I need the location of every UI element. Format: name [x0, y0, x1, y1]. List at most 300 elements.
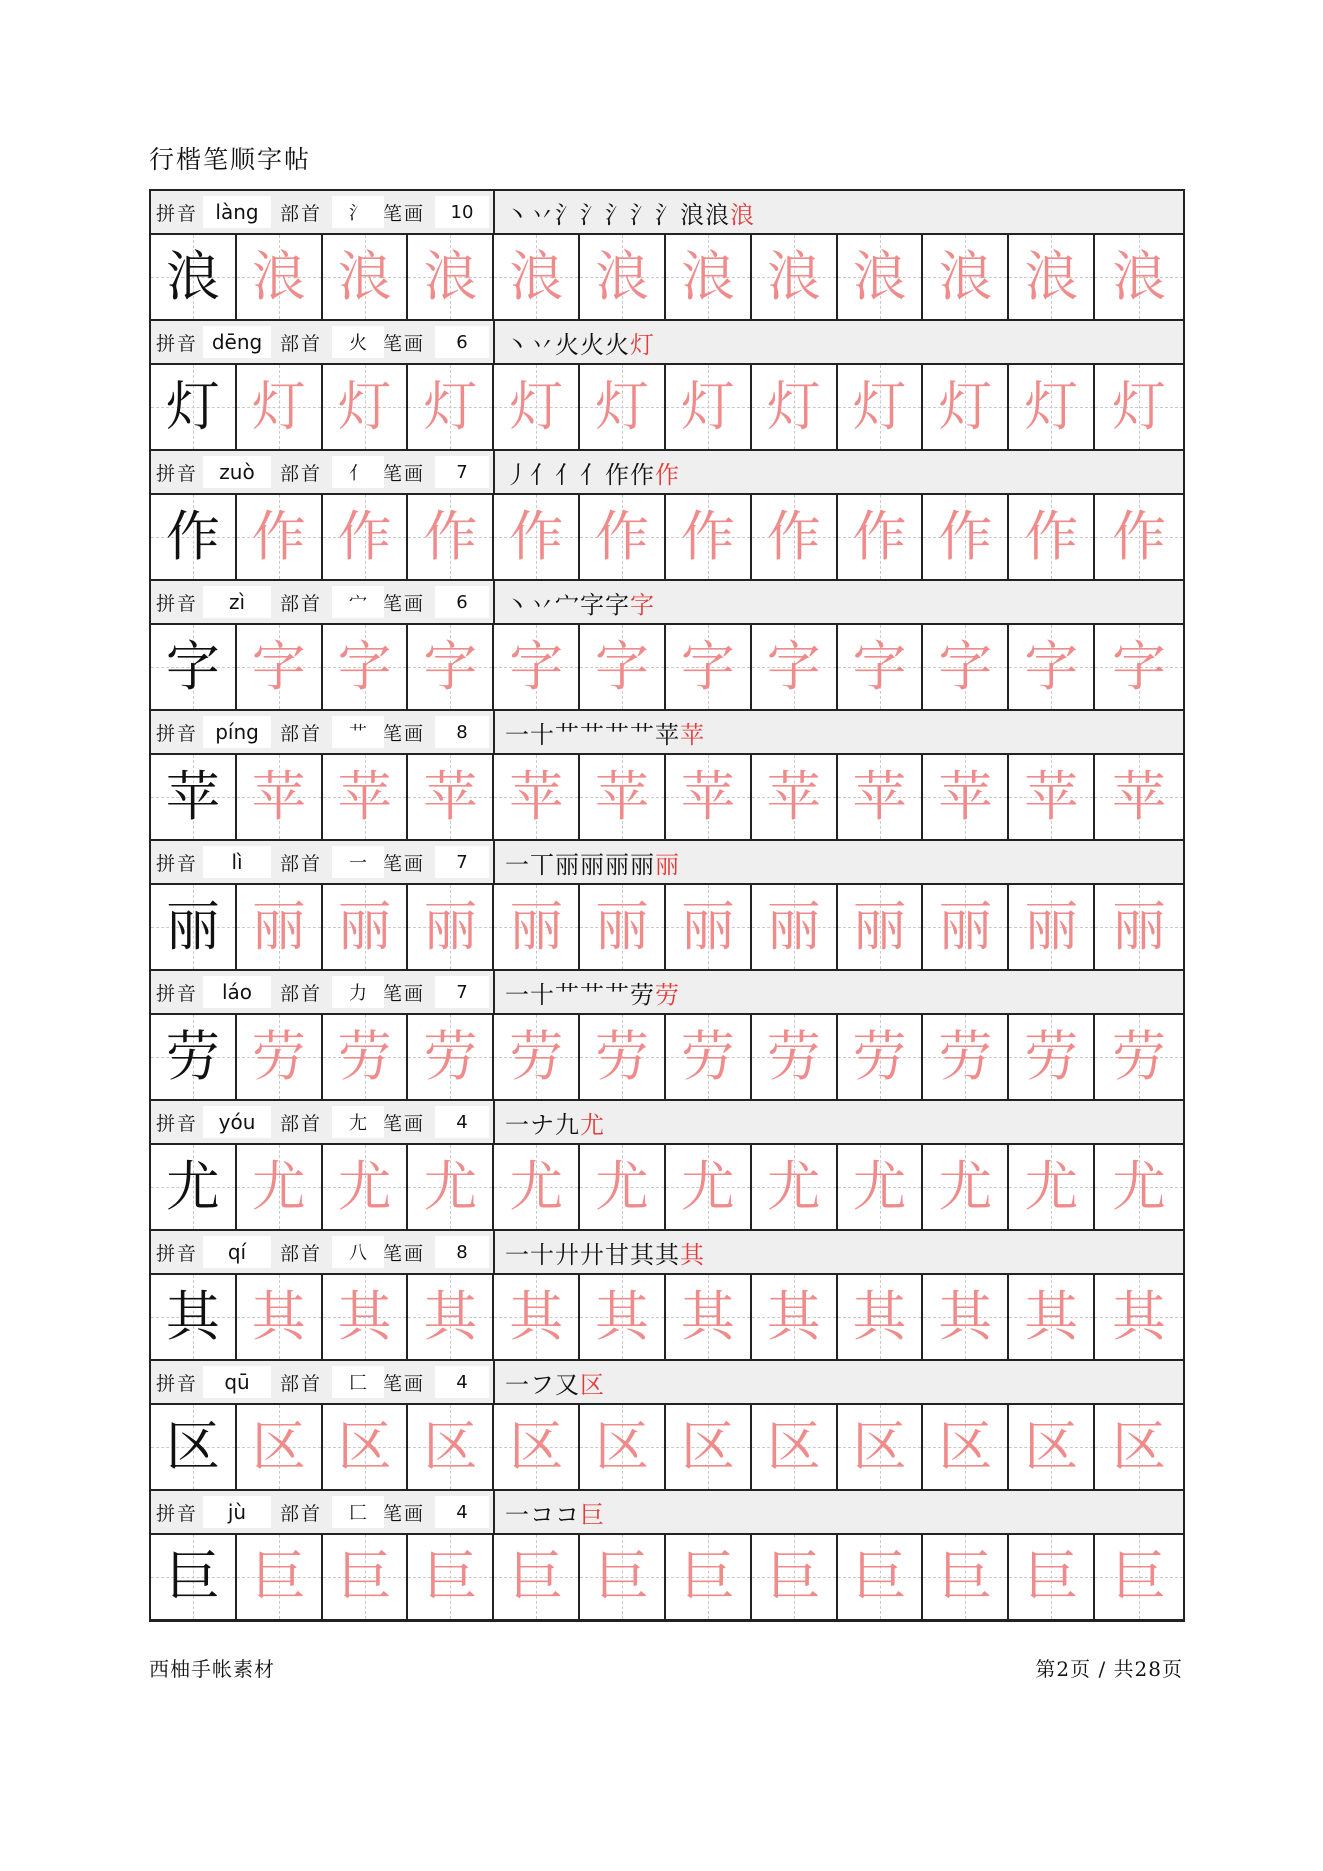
trace-character: 丽: [1024, 895, 1079, 958]
trace-cell: [494, 885, 580, 969]
trace-character: 浪: [766, 245, 821, 308]
trace-cell: [580, 1275, 666, 1359]
model-cell: [151, 1015, 237, 1099]
stroke-step: 艹: [630, 720, 655, 749]
stroke-count-label: 笔画: [383, 852, 426, 875]
trace-character: 区: [251, 1415, 306, 1478]
stroke-count-value: 7: [435, 846, 489, 878]
trace-cell: [494, 365, 580, 449]
trace-cell: [666, 365, 752, 449]
stroke-step: 其: [680, 1240, 705, 1269]
stroke-step: 丷: [530, 330, 555, 359]
stroke-step: 丽: [580, 850, 605, 879]
trace-character: 劳: [337, 1025, 392, 1088]
trace-character: 区: [1024, 1415, 1079, 1478]
trace-character: 苹: [509, 765, 564, 828]
trace-cell: [838, 1405, 924, 1489]
copybook-sheet: [149, 189, 1185, 1622]
trace-cell: [838, 1015, 924, 1099]
stroke-step: 一: [505, 1370, 530, 1399]
model-character: 苹: [165, 765, 220, 828]
stroke-count-label: 笔画: [383, 332, 426, 355]
trace-character: 浪: [852, 245, 907, 308]
stroke-order-sequence: [505, 715, 705, 750]
trace-character: 丽: [1112, 895, 1167, 958]
trace-cell: [323, 1535, 409, 1619]
trace-character: 其: [766, 1285, 821, 1348]
trace-cell: [1095, 1145, 1183, 1229]
stroke-step: 一: [505, 720, 530, 749]
practice-row: [151, 1405, 1183, 1491]
trace-character: 巨: [938, 1545, 993, 1608]
trace-cell: [752, 625, 838, 709]
trace-cell: [323, 495, 409, 579]
trace-cell: [1009, 365, 1095, 449]
pinyin-label: 拼音: [156, 332, 199, 355]
trace-character: 字: [766, 635, 821, 698]
stroke-order: [495, 321, 1183, 363]
trace-cell: [237, 755, 323, 839]
stroke-order: [495, 711, 1183, 753]
character-meta: [151, 971, 495, 1013]
stroke-order: [495, 841, 1183, 883]
trace-cell: [752, 1275, 838, 1359]
trace-cell: [1095, 755, 1183, 839]
model-cell: [151, 365, 237, 449]
trace-cell: [923, 235, 1009, 319]
stroke-step: 火: [605, 330, 630, 359]
trace-character: 劳: [766, 1025, 821, 1088]
trace-cell: [237, 495, 323, 579]
stroke-step: 字: [580, 590, 605, 619]
stroke-step: フ: [530, 1370, 555, 1399]
trace-cell: [838, 495, 924, 579]
pinyin-value: jù: [203, 1496, 271, 1528]
trace-cell: [237, 235, 323, 319]
character-meta: [151, 1101, 495, 1143]
pinyin-value: qí: [203, 1236, 271, 1268]
trace-cell: [408, 365, 494, 449]
practice-row: [151, 885, 1183, 971]
stroke-step: 丽: [555, 850, 580, 879]
trace-character: 灯: [938, 375, 993, 438]
model-cell: [151, 755, 237, 839]
trace-character: 字: [509, 635, 564, 698]
trace-cell: [838, 625, 924, 709]
stroke-step: 区: [580, 1370, 605, 1399]
character-info-row: [151, 711, 1183, 755]
radical-value: 尢: [332, 1106, 384, 1138]
trace-cell: [494, 625, 580, 709]
character-block: [151, 971, 1183, 1101]
trace-cell: [1095, 1535, 1183, 1619]
stroke-order-sequence: [505, 1105, 605, 1140]
pinyin-value: zì: [203, 586, 271, 618]
stroke-step: 丶: [505, 200, 530, 229]
trace-character: 劳: [251, 1025, 306, 1088]
trace-cell: [752, 235, 838, 319]
stroke-step: 十: [530, 720, 555, 749]
pinyin-value: zuò: [203, 456, 271, 488]
trace-cell: [408, 1145, 494, 1229]
footer-page-number: 第2页 / 共28页: [1035, 1657, 1183, 1681]
character-block: [151, 1491, 1183, 1621]
stroke-order: [495, 451, 1183, 493]
trace-character: 尤: [852, 1155, 907, 1218]
stroke-step: 氵: [605, 200, 630, 229]
trace-cell: [1009, 1275, 1095, 1359]
trace-character: 尤: [766, 1155, 821, 1218]
trace-cell: [1095, 625, 1183, 709]
trace-cell: [1009, 885, 1095, 969]
footer-brand: 西柚手帐素材: [149, 1657, 275, 1681]
trace-cell: [408, 235, 494, 319]
trace-character: 其: [423, 1285, 478, 1348]
trace-cell: [752, 1145, 838, 1229]
trace-cell: [923, 365, 1009, 449]
trace-character: 区: [337, 1415, 392, 1478]
trace-cell: [923, 495, 1009, 579]
radical-label: 部首: [280, 202, 323, 225]
trace-character: 其: [595, 1285, 650, 1348]
trace-character: 苹: [1112, 765, 1167, 828]
trace-character: 浪: [337, 245, 392, 308]
model-cell: [151, 885, 237, 969]
trace-character: 丽: [509, 895, 564, 958]
stroke-step: 艹: [580, 720, 605, 749]
stroke-step: 艹: [555, 980, 580, 1009]
stroke-count-value: 7: [435, 456, 489, 488]
stroke-count-label: 笔画: [383, 722, 426, 745]
stroke-step: 氵: [555, 200, 580, 229]
stroke-step: 丽: [605, 850, 630, 879]
radical-value: 艹: [332, 716, 384, 748]
pinyin-label: 拼音: [156, 1112, 199, 1135]
stroke-step: コ: [530, 1500, 555, 1529]
trace-cell: [408, 495, 494, 579]
practice-row: [151, 755, 1183, 841]
stroke-step: 一: [505, 1240, 530, 1269]
model-character: 劳: [165, 1025, 220, 1088]
trace-character: 作: [1024, 505, 1079, 568]
trace-character: 巨: [1112, 1545, 1167, 1608]
stroke-step: 灯: [630, 330, 655, 359]
trace-character: 字: [852, 635, 907, 698]
character-meta: [151, 581, 495, 623]
radical-value: 一: [332, 846, 384, 878]
stroke-step: ナ: [530, 1110, 555, 1139]
character-block: [151, 1231, 1183, 1361]
trace-cell: [580, 365, 666, 449]
stroke-step: 一: [505, 1500, 530, 1529]
stroke-order: [495, 1361, 1183, 1403]
trace-cell: [838, 755, 924, 839]
radical-value: 力: [332, 976, 384, 1008]
trace-cell: [237, 1535, 323, 1619]
trace-character: 劳: [680, 1025, 735, 1088]
trace-character: 巨: [1024, 1545, 1079, 1608]
stroke-step: 作: [630, 460, 655, 489]
trace-character: 区: [423, 1415, 478, 1478]
trace-cell: [752, 1405, 838, 1489]
trace-character: 区: [595, 1415, 650, 1478]
radical-label: 部首: [280, 1372, 323, 1395]
trace-cell: [1009, 1405, 1095, 1489]
trace-character: 区: [852, 1415, 907, 1478]
trace-character: 其: [680, 1285, 735, 1348]
stroke-step: 甘: [605, 1240, 630, 1269]
trace-character: 苹: [766, 765, 821, 828]
trace-cell: [752, 755, 838, 839]
character-meta: [151, 191, 495, 233]
trace-cell: [666, 1405, 752, 1489]
character-info-row: [151, 581, 1183, 625]
trace-cell: [666, 625, 752, 709]
character-meta: [151, 1361, 495, 1403]
trace-cell: [1095, 1405, 1183, 1489]
stroke-count-label: 笔画: [383, 1502, 426, 1525]
trace-cell: [666, 235, 752, 319]
practice-row: [151, 1015, 1183, 1101]
character-block: [151, 581, 1183, 711]
stroke-count-label: 笔画: [383, 462, 426, 485]
character-block: [151, 711, 1183, 841]
trace-cell: [752, 495, 838, 579]
trace-cell: [237, 1405, 323, 1489]
trace-cell: [323, 755, 409, 839]
trace-character: 劳: [509, 1025, 564, 1088]
stroke-step: 丿: [505, 460, 530, 489]
radical-label: 部首: [280, 982, 323, 1005]
trace-cell: [323, 1145, 409, 1229]
trace-character: 苹: [852, 765, 907, 828]
trace-cell: [1095, 1015, 1183, 1099]
stroke-count-label: 笔画: [383, 202, 426, 225]
stroke-order-sequence: [505, 845, 680, 880]
radical-label: 部首: [280, 1242, 323, 1265]
model-character: 字: [165, 635, 220, 698]
radical-value: 八: [332, 1236, 384, 1268]
trace-cell: [494, 755, 580, 839]
trace-cell: [408, 755, 494, 839]
trace-cell: [237, 885, 323, 969]
stroke-step: 亻: [580, 460, 605, 489]
practice-row: [151, 1275, 1183, 1361]
stroke-order-sequence: [505, 1495, 605, 1530]
stroke-step: 氵: [630, 200, 655, 229]
trace-character: 作: [766, 505, 821, 568]
trace-cell: [666, 1535, 752, 1619]
trace-character: 尤: [938, 1155, 993, 1218]
trace-cell: [580, 625, 666, 709]
trace-cell: [237, 365, 323, 449]
trace-cell: [1009, 495, 1095, 579]
stroke-order-sequence: [505, 1365, 605, 1400]
radical-label: 部首: [280, 1502, 323, 1525]
model-cell: [151, 1405, 237, 1489]
trace-character: 区: [680, 1415, 735, 1478]
model-cell: [151, 625, 237, 709]
trace-cell: [323, 885, 409, 969]
pinyin-value: láo: [203, 976, 271, 1008]
stroke-step: 一: [505, 850, 530, 879]
trace-cell: [494, 1405, 580, 1489]
trace-character: 巨: [251, 1545, 306, 1608]
trace-character: 灯: [852, 375, 907, 438]
trace-character: 字: [1112, 635, 1167, 698]
trace-character: 灯: [509, 375, 564, 438]
trace-cell: [580, 495, 666, 579]
trace-character: 字: [251, 635, 306, 698]
practice-row: [151, 625, 1183, 711]
stroke-step: 字: [630, 590, 655, 619]
trace-cell: [494, 495, 580, 579]
trace-character: 劳: [1024, 1025, 1079, 1088]
pinyin-label: 拼音: [156, 462, 199, 485]
trace-cell: [580, 1535, 666, 1619]
stroke-step: 浪: [680, 200, 705, 229]
trace-character: 苹: [595, 765, 650, 828]
stroke-step: 一: [505, 1110, 530, 1139]
model-character: 尤: [165, 1155, 220, 1218]
stroke-count-label: 笔画: [383, 982, 426, 1005]
trace-character: 浪: [680, 245, 735, 308]
trace-cell: [323, 1405, 409, 1489]
model-character: 浪: [165, 245, 220, 308]
trace-cell: [838, 365, 924, 449]
character-info-row: [151, 321, 1183, 365]
trace-character: 浪: [423, 245, 478, 308]
trace-cell: [323, 1275, 409, 1359]
trace-character: 尤: [251, 1155, 306, 1218]
trace-cell: [580, 1145, 666, 1229]
trace-character: 苹: [423, 765, 478, 828]
trace-cell: [923, 1405, 1009, 1489]
radical-label: 部首: [280, 1112, 323, 1135]
character-block: [151, 321, 1183, 451]
trace-character: 丽: [251, 895, 306, 958]
trace-character: 苹: [337, 765, 392, 828]
trace-character: 丽: [766, 895, 821, 958]
stroke-step: 巨: [580, 1500, 605, 1529]
trace-character: 苹: [680, 765, 735, 828]
trace-character: 灯: [766, 375, 821, 438]
trace-cell: [923, 755, 1009, 839]
stroke-order: [495, 1231, 1183, 1273]
trace-character: 其: [852, 1285, 907, 1348]
trace-character: 丽: [595, 895, 650, 958]
stroke-order-sequence: [505, 1235, 705, 1270]
trace-character: 灯: [680, 375, 735, 438]
model-cell: [151, 1535, 237, 1619]
character-info-row: [151, 1361, 1183, 1405]
pinyin-label: 拼音: [156, 852, 199, 875]
model-cell: [151, 1275, 237, 1359]
trace-character: 其: [251, 1285, 306, 1348]
trace-character: 浪: [509, 245, 564, 308]
trace-cell: [237, 625, 323, 709]
stroke-order: [495, 1491, 1183, 1533]
stroke-step: 火: [555, 330, 580, 359]
trace-character: 其: [938, 1285, 993, 1348]
trace-cell: [580, 885, 666, 969]
pinyin-label: 拼音: [156, 722, 199, 745]
trace-cell: [666, 1275, 752, 1359]
stroke-step: 其: [630, 1240, 655, 1269]
trace-cell: [494, 1535, 580, 1619]
stroke-count-value: 8: [435, 1236, 489, 1268]
trace-cell: [237, 1015, 323, 1099]
stroke-step: 十: [530, 980, 555, 1009]
trace-character: 劳: [1112, 1025, 1167, 1088]
stroke-step: 丅: [530, 850, 555, 879]
stroke-step: 丶: [505, 330, 530, 359]
trace-character: 巨: [423, 1545, 478, 1608]
stroke-step: 艹: [555, 720, 580, 749]
trace-cell: [1095, 885, 1183, 969]
model-character: 丽: [165, 895, 220, 958]
trace-cell: [494, 1145, 580, 1229]
page-title: 行楷笔顺字帖: [149, 145, 312, 174]
stroke-step: 一: [505, 980, 530, 1009]
stroke-step: 其: [655, 1240, 680, 1269]
trace-character: 巨: [680, 1545, 735, 1608]
trace-cell: [408, 1015, 494, 1099]
stroke-step: 苹: [680, 720, 705, 749]
trace-cell: [923, 1535, 1009, 1619]
stroke-count-value: 4: [435, 1106, 489, 1138]
radical-label: 部首: [280, 852, 323, 875]
trace-character: 字: [938, 635, 993, 698]
trace-character: 作: [595, 505, 650, 568]
trace-cell: [923, 1145, 1009, 1229]
stroke-step: 廾: [580, 1240, 605, 1269]
trace-cell: [923, 1275, 1009, 1359]
stroke-step: 苹: [655, 720, 680, 749]
trace-character: 劳: [595, 1025, 650, 1088]
trace-cell: [580, 1405, 666, 1489]
stroke-step: 九: [555, 1110, 580, 1139]
stroke-step: 宀: [555, 590, 580, 619]
trace-character: 尤: [595, 1155, 650, 1218]
trace-cell: [1095, 235, 1183, 319]
stroke-count-value: 4: [435, 1366, 489, 1398]
trace-character: 灯: [251, 375, 306, 438]
radical-label: 部首: [280, 592, 323, 615]
trace-character: 作: [423, 505, 478, 568]
trace-character: 其: [337, 1285, 392, 1348]
pinyin-value: dēng: [203, 326, 271, 358]
trace-character: 丽: [680, 895, 735, 958]
trace-cell: [408, 1405, 494, 1489]
model-character: 灯: [165, 375, 220, 438]
trace-cell: [1009, 235, 1095, 319]
stroke-step: コ: [555, 1500, 580, 1529]
trace-cell: [838, 235, 924, 319]
trace-cell: [666, 1015, 752, 1099]
trace-cell: [408, 885, 494, 969]
trace-character: 灯: [423, 375, 478, 438]
model-character: 作: [165, 505, 220, 568]
trace-cell: [408, 1275, 494, 1359]
pinyin-label: 拼音: [156, 1242, 199, 1265]
practice-row: [151, 495, 1183, 581]
character-meta: [151, 841, 495, 883]
stroke-step: 十: [530, 1240, 555, 1269]
practice-row: [151, 235, 1183, 321]
trace-character: 字: [680, 635, 735, 698]
pinyin-value: qū: [203, 1366, 271, 1398]
